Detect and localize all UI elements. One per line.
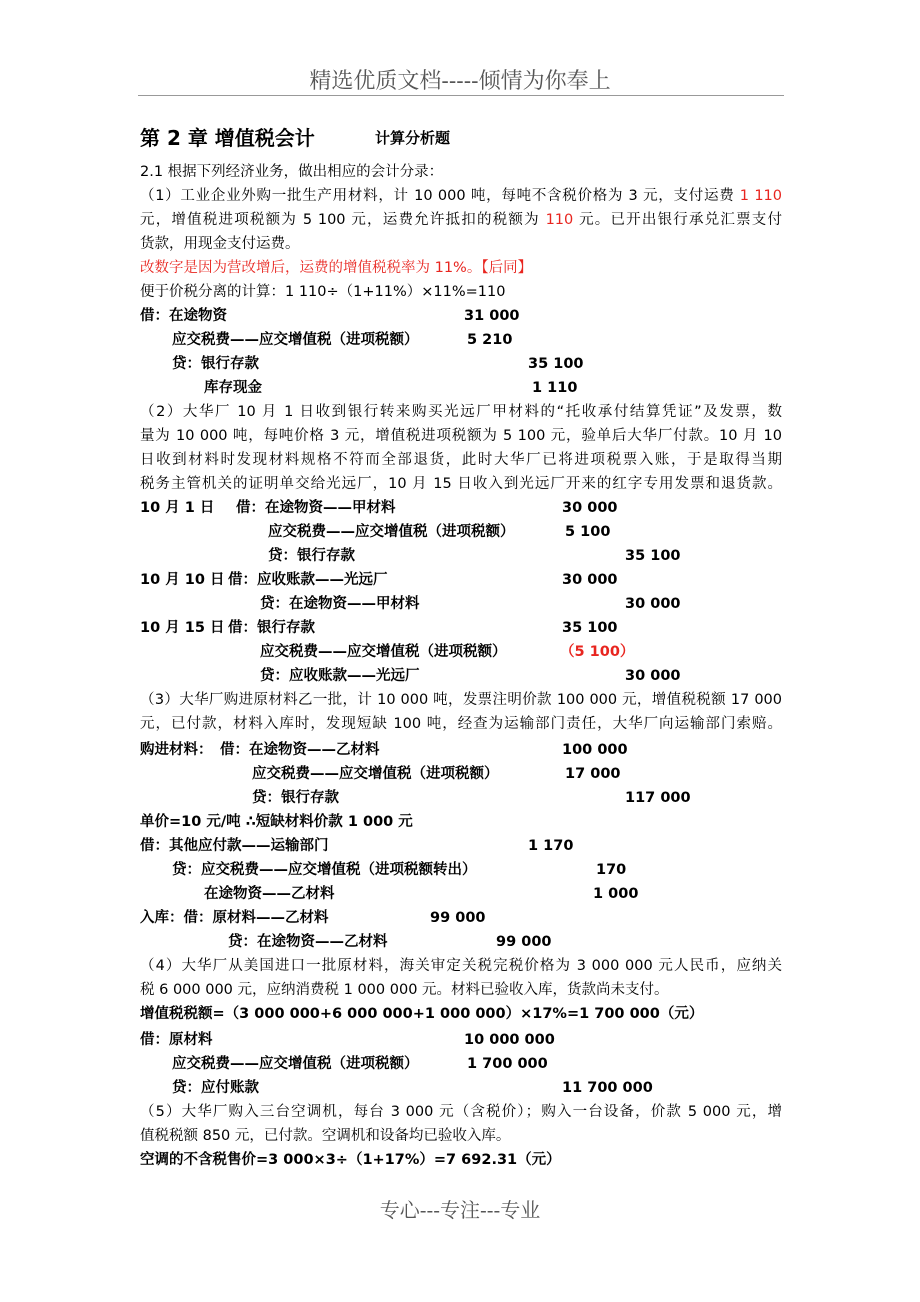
- entry-amount: 100 000: [562, 742, 628, 758]
- entry-account: 贷：应交税费——应交增值税（进项税额转出）: [172, 862, 477, 878]
- q1-line: [140, 184, 782, 208]
- entry-amount: 170: [596, 862, 627, 878]
- entry-date: 10 月 15 日: [140, 620, 225, 636]
- q4-calc: 增值税税额=（3 000 000+6 000 000+1 000 000）×17%=1 700 000（元）: [140, 1006, 704, 1022]
- entry-account: 借：其他应付款——运输部门: [140, 838, 329, 854]
- entry-amount: 35 100: [625, 548, 681, 564]
- q3-line: （3）大华厂购进原材料乙一批，计 10 000 吨，发票注明价款 100 000 元，增值税税额 17 000: [140, 692, 782, 708]
- entry-amount: 5 210: [467, 332, 513, 348]
- chapter-title: 第 2 章 增值税会计: [140, 126, 315, 150]
- header-divider: [138, 95, 784, 96]
- entry-amount: 117 000: [625, 790, 691, 806]
- entry-amount: 10 000 000: [464, 1032, 555, 1048]
- entry-amount: 31 000: [464, 308, 520, 324]
- page-footer: 专心---专注---专业: [379, 1198, 541, 1222]
- entry-account: 贷：在途物资——甲材料: [260, 596, 420, 612]
- entry-account: 借：在途物资——乙材料: [220, 742, 380, 758]
- entry-amount: 1 700 000: [467, 1056, 548, 1072]
- entry-account: 贷：在途物资——乙材料: [228, 934, 388, 950]
- entry-account: 贷：银行存款: [252, 790, 339, 806]
- q1-line: 货款，用现金支付运费。: [140, 236, 300, 252]
- entry-amount: 30 000: [562, 572, 618, 588]
- q5-line: （5）大华厂购入三台空调机，每台 3 000 元（含税价）；购入一台设备，价款 5 000 元，增: [140, 1104, 782, 1120]
- entry-account: 应交税费——应交增值税（进项税额）: [172, 1056, 419, 1072]
- entry-amount: 30 000: [625, 668, 681, 684]
- entry-account: 借：原材料: [140, 1032, 213, 1048]
- entry-account: 借：银行存款: [228, 620, 315, 636]
- q2-line: （2）大华厂 10 月 1 日收到银行转来购买光远厂甲材料的“托收承付结算凭证”及发票，数: [140, 404, 782, 420]
- entry-account: 借：应收账款——光远厂: [228, 572, 388, 588]
- entry-account: 应交税费——应交增值税（进项税额）: [268, 524, 515, 540]
- q5-calc: 空调的不含税售价=3 000×3÷（1+17%）=7 692.31（元）: [140, 1152, 561, 1168]
- q1-line: [140, 208, 782, 232]
- entry-date: 10 月 10 日: [140, 572, 225, 588]
- entry-amount: 1 170: [528, 838, 574, 854]
- q2-line: 税务主管机关的证明单交给光远厂，10 月 15 日收入到光远厂开来的红字专用发票和退货款。: [140, 476, 782, 492]
- section-subtitle: 计算分析题: [375, 129, 451, 147]
- q2-line: 量为 10 000 吨，每吨价格 3 元，增值税进项税额为 5 100 元，验单后大华厂付款。10 月 10: [140, 428, 782, 444]
- q2-line: 日收到材料时发现材料规格不符而全部退货，此时大华厂已将进项税票入账，于是取得当期: [140, 452, 782, 468]
- entry-account: 库存现金: [204, 380, 262, 396]
- entry-account: 贷：银行存款: [268, 548, 355, 564]
- q1-note: 改数字是因为营改增后，运费的增值税税率为 11%。【后同】: [140, 260, 533, 276]
- text: 元。已开出银行承兑汇票支付: [573, 212, 782, 228]
- entry-account: 应交税费——应交增值税（进项税额）: [260, 644, 507, 660]
- text: 元，增值税进项税额为 5 100 元，运费允许抵扣的税额为: [140, 212, 546, 228]
- q4-line: （4）大华厂从美国进口一批原材料，海关审定关税完税价格为 3 000 000 元人民币，应纳关: [140, 958, 782, 974]
- text: （1）工业企业外购一批生产用材料，计 10 000 吨，每吨不含税价格为 3 元，支付运费: [140, 188, 740, 204]
- highlight: 1 110: [739, 188, 783, 204]
- intro-text: 2.1 根据下列经济业务，做出相应的会计分录：: [140, 164, 444, 180]
- entry-amount: 1 000: [593, 886, 639, 902]
- entry-amount: 17 000: [565, 766, 621, 782]
- entry-account: 借：在途物资: [140, 308, 227, 324]
- entry-date: 10 月 1 日: [140, 500, 215, 516]
- entry-amount: 30 000: [562, 500, 618, 516]
- q1-calc: 便于价税分离的计算：1 110÷（1+11%）×11%=110: [140, 284, 506, 300]
- entry-amount: 35 100: [528, 356, 584, 372]
- entry-account: 借：在途物资——甲材料: [236, 500, 396, 516]
- entry-account: 应交税费——应交增值税（进项税额）: [252, 766, 499, 782]
- entry-label: 购进材料：: [140, 742, 213, 758]
- entry-account: 应交税费——应交增值税（进项税额）: [172, 332, 419, 348]
- entry-account: 贷：应付账款: [172, 1080, 259, 1096]
- q5-line: 值税税额 850 元，已付款。空调机和设备均已验收入库。: [140, 1128, 511, 1144]
- entry-account: 入库：借：原材料——乙材料: [140, 910, 329, 926]
- q3-unit-price: 单价=10 元/吨 ∴短缺材料价款 1 000 元: [140, 814, 413, 830]
- entry-amount: 5 100: [565, 524, 611, 540]
- entry-amount: 99 000: [430, 910, 486, 926]
- entry-amount: 35 100: [562, 620, 618, 636]
- entry-account: 贷：银行存款: [172, 356, 259, 372]
- q4-line: 税 6 000 000 元，应纳消费税 1 000 000 元。材料已验收入库，货款尚未支付。: [140, 982, 669, 998]
- entry-amount: 30 000: [625, 596, 681, 612]
- highlight: 110: [545, 212, 574, 228]
- entry-account: 在途物资——乙材料: [204, 886, 335, 902]
- q3-line: 元，已付款，材料入库时，发现短缺 100 吨，经查为运输部门责任，大华厂向运输部门索赔。: [140, 716, 782, 732]
- entry-amount-red: （5 100）: [560, 644, 635, 660]
- entry-amount: 11 700 000: [562, 1080, 653, 1096]
- entry-amount: 1 110: [532, 380, 578, 396]
- page-header: 精选优质文档-----倾情为你奉上: [309, 69, 611, 94]
- entry-amount: 99 000: [496, 934, 552, 950]
- entry-account: 贷：应收账款——光远厂: [260, 668, 420, 684]
